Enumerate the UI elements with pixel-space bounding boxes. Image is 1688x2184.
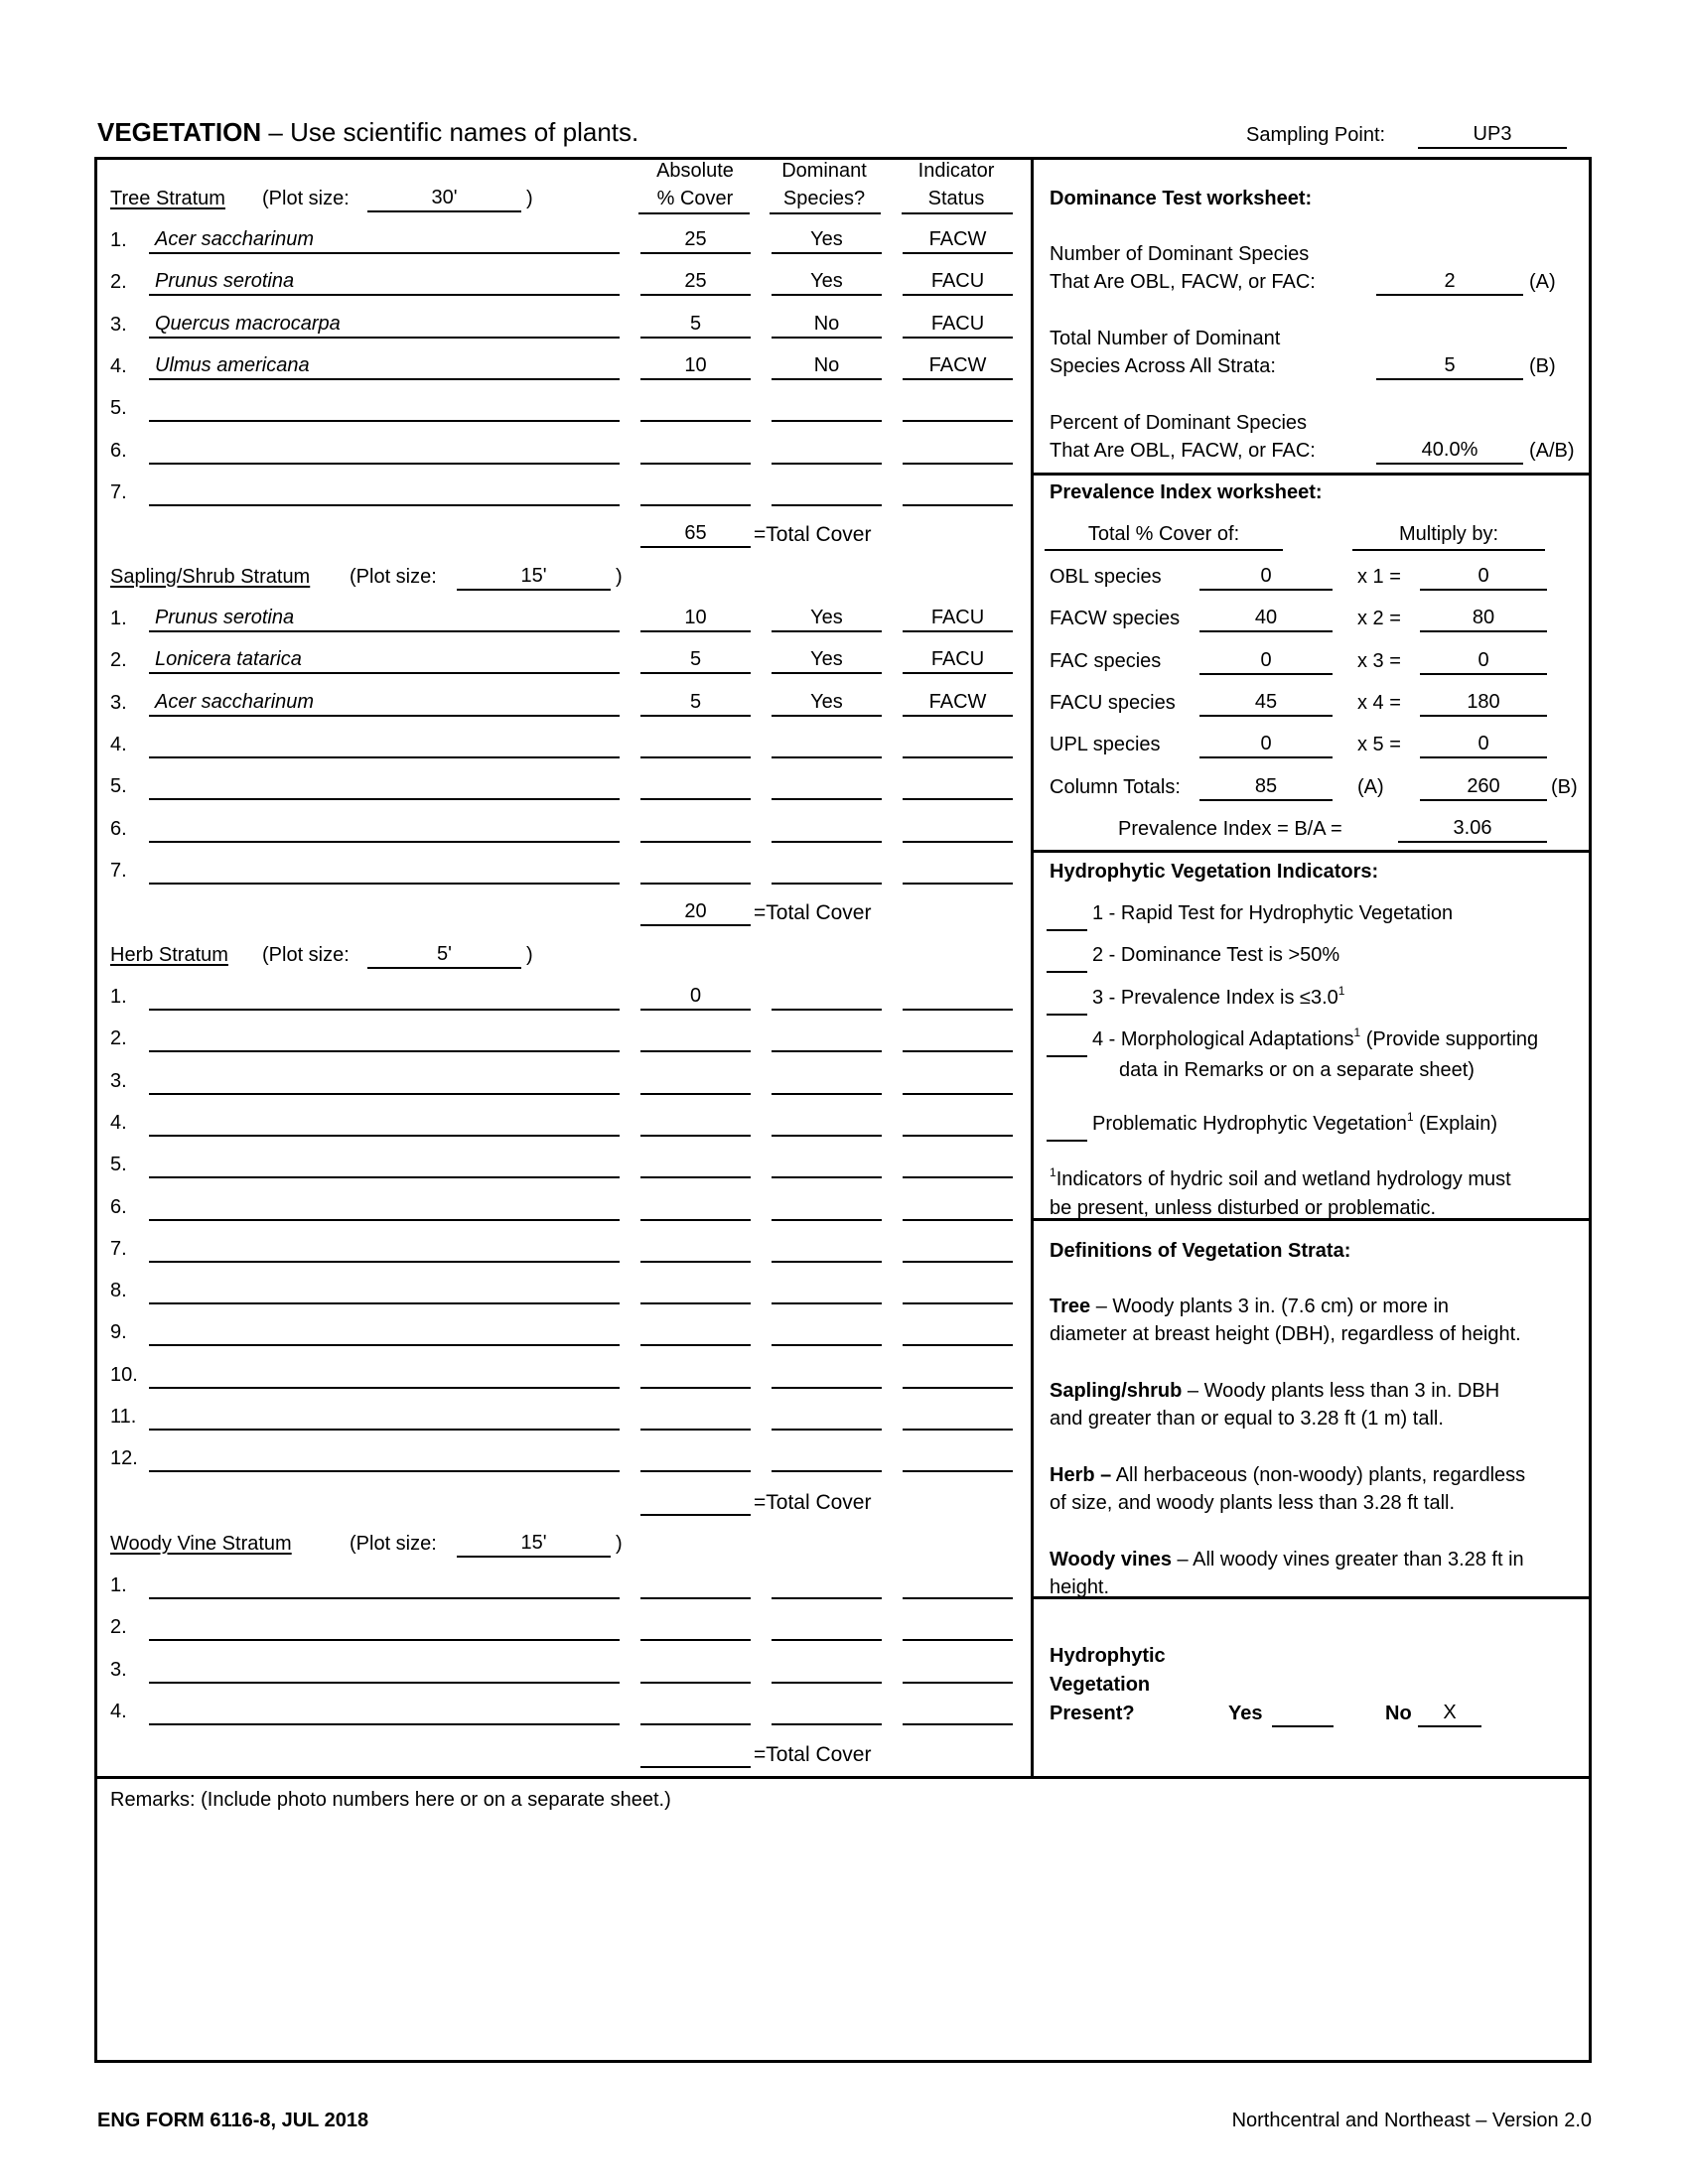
herb-cover-field[interactable] <box>640 1195 751 1221</box>
herb-dominant-field[interactable] <box>772 1405 882 1431</box>
herb-row-number: 9. <box>110 1321 127 1343</box>
indicator-2-label: 2 - Dominance Test is >50% <box>1092 944 1340 966</box>
herb-dominant-field[interactable] <box>772 1446 882 1472</box>
prevalence-row-label: UPL species <box>1050 734 1161 755</box>
sapling-cover-field[interactable] <box>640 733 751 758</box>
header-rule <box>638 212 750 214</box>
tree-dominant-field[interactable] <box>772 439 882 465</box>
total-b-field[interactable]: 260 <box>1420 775 1547 801</box>
present-no-label: No <box>1385 1703 1412 1724</box>
tree-status-field[interactable] <box>903 396 1013 422</box>
tree-row-number: 5. <box>110 397 127 419</box>
indicator-3-checkbox[interactable] <box>1047 1014 1087 1016</box>
herb-cover-field[interactable] <box>640 1153 751 1178</box>
sapling-status-field[interactable] <box>903 817 1013 843</box>
present-label-1: Hydrophytic <box>1050 1645 1166 1667</box>
tree-total-cover-label: =Total Cover <box>754 523 872 546</box>
tree-species-field[interactable] <box>149 439 620 465</box>
herb-dominant-field[interactable] <box>772 1363 882 1389</box>
sapling-dominant-field[interactable] <box>772 817 882 843</box>
indicator-2-checkbox[interactable] <box>1047 971 1087 973</box>
herb-status-field[interactable] <box>903 1405 1013 1431</box>
indicators-footnote-1: $^1$Indicators of hydric soil and wetland hydrology must <box>1050 1165 1511 1190</box>
definition-sapling: Sapling/shrub – Woody plants less than 3 in. DBH <box>1050 1380 1500 1402</box>
dominance-p-label-1: Percent of Dominant Species <box>1050 412 1308 434</box>
definition-tree-cont: diameter at breast height (DBH), regardless of height. <box>1050 1323 1521 1345</box>
sapling-species-field[interactable] <box>149 817 620 843</box>
sapling-dominant-field[interactable] <box>772 733 882 758</box>
herb-species-field[interactable] <box>149 985 620 1011</box>
sapling-plot-size-close: ) <box>616 566 623 588</box>
prevalence-multiplier: x 4 = <box>1357 692 1401 714</box>
vine-dominant-field[interactable] <box>772 1573 882 1599</box>
sapling-row-number: 7. <box>110 860 127 882</box>
dominance-a-label-1: Number of Dominant Species <box>1050 243 1310 265</box>
sapling-cover-field[interactable] <box>640 859 751 885</box>
sapling-species-field[interactable] <box>149 774 620 800</box>
tree-plot-size-close: ) <box>526 188 533 209</box>
tree-species-field[interactable]: Quercus macrocarpa <box>149 313 620 339</box>
herb-row-number: 8. <box>110 1280 127 1301</box>
tree-row-number: 1. <box>110 229 127 251</box>
tree-species-field[interactable] <box>149 396 620 422</box>
herb-dominant-field[interactable] <box>772 1195 882 1221</box>
vine-status-field[interactable] <box>903 1658 1013 1684</box>
herb-plot-size-close: ) <box>526 944 533 966</box>
prevalence-multiplier: x 5 = <box>1357 734 1401 755</box>
tree-cover-field[interactable]: 5 <box>640 313 751 339</box>
vine-plot-size-field[interactable]: 15' <box>457 1532 611 1558</box>
remarks-label: Remarks: (Include photo numbers here or on a separate sheet.) <box>110 1789 671 1811</box>
tree-species-field[interactable]: Prunus serotina <box>149 270 620 296</box>
prevalence-multiplier: x 1 = <box>1357 566 1401 588</box>
herb-total-cover-label: =Total Cover <box>754 1491 872 1514</box>
vine-dominant-field[interactable] <box>772 1658 882 1684</box>
vine-status-field[interactable] <box>903 1700 1013 1725</box>
tree-cover-field[interactable] <box>640 396 751 422</box>
remarks-area[interactable] <box>99 1817 1584 2055</box>
dominance-b-label-2: Species Across All Strata: <box>1050 355 1276 377</box>
tree-dominant-field[interactable] <box>772 480 882 506</box>
herb-dominant-field[interactable] <box>772 1111 882 1137</box>
vine-species-field[interactable] <box>149 1615 620 1641</box>
sapling-status-field[interactable]: FACU <box>903 607 1013 632</box>
definition-sapling-cont: and greater than or equal to 3.28 ft (1 m) tall. <box>1050 1408 1444 1430</box>
footer-region-version: Northcentral and Northeast – Version 2.0 <box>1231 2110 1592 2131</box>
herb-dominant-field[interactable] <box>772 1069 882 1095</box>
header-indicator-1: Indicator <box>917 160 995 182</box>
tree-row-number: 6. <box>110 440 127 462</box>
herb-species-field[interactable] <box>149 1446 620 1472</box>
sapling-status-field[interactable] <box>903 859 1013 885</box>
herb-row-number: 2. <box>110 1027 127 1049</box>
herb-plot-size-field[interactable]: 5' <box>367 943 521 969</box>
tree-species-field[interactable]: Acer saccharinum <box>149 228 620 254</box>
herb-status-field[interactable] <box>903 1237 1013 1263</box>
column-divider <box>1031 157 1034 1779</box>
sapling-dominant-field[interactable]: Yes <box>772 648 882 674</box>
herb-row-number: 12. <box>110 1447 138 1469</box>
prevalence-value-field[interactable]: 0 <box>1420 649 1547 675</box>
herb-status-field[interactable] <box>903 985 1013 1011</box>
herb-stratum-label: Herb Stratum <box>110 944 228 966</box>
tree-plot-size-field[interactable]: 30' <box>367 187 521 212</box>
tree-cover-field[interactable] <box>640 439 751 465</box>
herb-species-field[interactable] <box>149 1026 620 1052</box>
tree-cover-field[interactable]: 25 <box>640 228 751 254</box>
herb-row-number: 4. <box>110 1112 127 1134</box>
tree-status-field[interactable]: FACU <box>903 313 1013 339</box>
herb-cover-field[interactable] <box>640 1405 751 1431</box>
indicators-footnote-2: be present, unless disturbed or problematic. <box>1050 1197 1437 1219</box>
herb-cover-field[interactable] <box>640 1237 751 1263</box>
vine-dominant-field[interactable] <box>772 1615 882 1641</box>
vine-species-field[interactable] <box>149 1658 620 1684</box>
tree-cover-field[interactable]: 10 <box>640 354 751 380</box>
dominance-p-label-2: That Are OBL, FACW, or FAC: <box>1050 440 1316 462</box>
herb-row-number: 5. <box>110 1154 127 1175</box>
indicator-1-checkbox[interactable] <box>1047 929 1087 931</box>
tree-species-field[interactable] <box>149 480 620 506</box>
header-indicator-2: Status <box>927 188 985 209</box>
prevalence-value-field[interactable]: 0 <box>1420 565 1547 591</box>
prevalence-cover-field[interactable]: 0 <box>1199 565 1333 591</box>
sapling-status-field[interactable]: FACU <box>903 648 1013 674</box>
total-a-suffix: (A) <box>1357 776 1384 798</box>
sapling-dominant-field[interactable]: Yes <box>772 607 882 632</box>
herb-status-field[interactable] <box>903 1153 1013 1178</box>
prevalence-value-field[interactable]: 80 <box>1420 607 1547 632</box>
herb-dominant-field[interactable] <box>772 1026 882 1052</box>
present-yes-field[interactable] <box>1272 1702 1334 1727</box>
divider-indicators <box>1031 850 1592 853</box>
sapling-dominant-field[interactable]: Yes <box>772 691 882 717</box>
herb-species-field[interactable] <box>149 1237 620 1263</box>
indicator-4-label: 4 - Morphological Adaptations$^1$ (Provide supporting <box>1092 1025 1539 1050</box>
prevalence-col1-rule <box>1045 549 1283 551</box>
dominance-b-label-1: Total Number of Dominant <box>1050 328 1281 349</box>
indicator-problematic-checkbox[interactable] <box>1047 1140 1087 1142</box>
herb-species-field[interactable] <box>149 1111 620 1137</box>
remarks-divider <box>94 1776 1592 1779</box>
present-label-3: Present? <box>1050 1703 1135 1724</box>
prevalence-col2-rule <box>1352 549 1545 551</box>
vine-plot-size-label: (Plot size: <box>350 1533 437 1555</box>
tree-plot-size-label: (Plot size: <box>262 188 350 209</box>
tree-cover-field[interactable]: 25 <box>640 270 751 296</box>
prevalence-col2: Multiply by: <box>1398 523 1499 545</box>
tree-dominant-field[interactable]: No <box>772 354 882 380</box>
form-title <box>97 119 638 145</box>
header-dominant-2: Species? <box>782 188 866 209</box>
indicators-title: Hydrophytic Vegetation Indicators: <box>1050 861 1379 883</box>
header-rule <box>902 212 1013 214</box>
column-totals-label: Column Totals: <box>1050 776 1181 798</box>
header-absolute-2: % Cover <box>656 188 734 209</box>
tree-row-number: 4. <box>110 355 127 377</box>
herb-cover-field[interactable] <box>640 1111 751 1137</box>
herb-cover-field[interactable] <box>640 1026 751 1052</box>
tree-status-field[interactable] <box>903 439 1013 465</box>
tree-row-number: 7. <box>110 481 127 503</box>
vine-cover-field[interactable] <box>640 1615 751 1641</box>
present-no-field[interactable]: X <box>1418 1702 1481 1727</box>
prevalence-multiplier: x 2 = <box>1357 608 1401 629</box>
prevalence-index-label: Prevalence Index = B/A = <box>1118 818 1342 840</box>
herb-species-field[interactable] <box>149 1363 620 1389</box>
prevalence-index-field[interactable]: 3.06 <box>1398 817 1547 843</box>
herb-species-field[interactable] <box>149 1320 620 1346</box>
vine-row-number: 3. <box>110 1659 127 1681</box>
herb-species-field[interactable] <box>149 1195 620 1221</box>
sapling-species-field[interactable] <box>149 859 620 885</box>
sampling-point-label: Sampling Point: <box>1246 124 1386 146</box>
sapling-species-field[interactable] <box>149 733 620 758</box>
vine-cover-field[interactable] <box>640 1700 751 1725</box>
sapling-status-field[interactable] <box>903 733 1013 758</box>
dominance-title: Dominance Test worksheet: <box>1050 188 1313 209</box>
vine-species-field[interactable] <box>149 1573 620 1599</box>
tree-dominant-field[interactable]: Yes <box>772 270 882 296</box>
sapling-cover-field[interactable] <box>640 817 751 843</box>
vine-cover-field[interactable] <box>640 1658 751 1684</box>
herb-species-field[interactable] <box>149 1069 620 1095</box>
sapling-cover-field[interactable]: 5 <box>640 691 751 717</box>
tree-total-cover-field[interactable]: 65 <box>640 522 751 548</box>
tree-dominant-field[interactable] <box>772 396 882 422</box>
prevalence-cover-field[interactable]: 45 <box>1199 691 1333 717</box>
sapling-row-number: 4. <box>110 734 127 755</box>
sapling-row-number: 5. <box>110 775 127 797</box>
vine-row-number: 4. <box>110 1701 127 1722</box>
sapling-species-field[interactable]: Prunus serotina <box>149 607 620 632</box>
herb-dominant-field[interactable] <box>772 1320 882 1346</box>
definition-herb: Herb – All herbaceous (non-woody) plants, regardless <box>1050 1464 1526 1486</box>
sapling-total-cover-field[interactable]: 20 <box>640 900 751 926</box>
prevalence-row-label: OBL species <box>1050 566 1162 588</box>
present-yes-label: Yes <box>1228 1703 1263 1724</box>
vine-cover-field[interactable] <box>640 1573 751 1599</box>
herb-status-field[interactable] <box>903 1069 1013 1095</box>
dominance-a-suffix: (A) <box>1529 271 1556 293</box>
herb-total-cover-field[interactable] <box>640 1490 751 1516</box>
definitions-title: Definitions of Vegetation Strata: <box>1050 1240 1351 1262</box>
herb-row-number: 7. <box>110 1238 127 1260</box>
sapling-plot-size-label: (Plot size: <box>350 566 437 588</box>
vine-total-cover-field[interactable] <box>640 1742 751 1768</box>
sapling-species-field[interactable]: Acer saccharinum <box>149 691 620 717</box>
sapling-dominant-field[interactable] <box>772 859 882 885</box>
tree-row-number: 2. <box>110 271 127 293</box>
sapling-row-number: 3. <box>110 692 127 714</box>
tree-stratum-label: Tree Stratum <box>110 188 225 209</box>
footer-form-id: ENG FORM 6116-8, JUL 2018 <box>97 2110 369 2131</box>
dominance-percent-field[interactable]: 40.0% <box>1376 439 1523 465</box>
herb-row-number: 3. <box>110 1070 127 1092</box>
tree-status-field[interactable]: FACW <box>903 354 1013 380</box>
indicator-4-label-cont: data in Remarks or on a separate sheet) <box>1119 1059 1475 1081</box>
definition-vine-cont: height. <box>1050 1576 1110 1598</box>
prevalence-row-label: FACU species <box>1050 692 1176 714</box>
prevalence-title: Prevalence Index worksheet: <box>1050 481 1323 503</box>
sapling-cover-field[interactable]: 5 <box>640 648 751 674</box>
tree-status-field[interactable]: FACU <box>903 270 1013 296</box>
dominance-p-suffix: (A/B) <box>1529 440 1575 462</box>
prevalence-value-field[interactable]: 180 <box>1420 691 1547 717</box>
definition-vine: Woody vines – All woody vines greater than 3.28 ft in <box>1050 1549 1524 1570</box>
sapling-stratum-label: Sapling/Shrub Stratum <box>110 566 311 588</box>
prevalence-row-label: FAC species <box>1050 650 1162 672</box>
sapling-plot-size-field[interactable]: 15' <box>457 565 611 591</box>
herb-status-field[interactable] <box>903 1195 1013 1221</box>
vine-row-number: 1. <box>110 1574 127 1596</box>
herb-row-number: 6. <box>110 1196 127 1218</box>
total-a-field[interactable]: 85 <box>1199 775 1333 801</box>
sapling-status-field[interactable]: FACW <box>903 691 1013 717</box>
herb-species-field[interactable] <box>149 1153 620 1178</box>
divider-present <box>1031 1596 1592 1599</box>
tree-status-field[interactable] <box>903 480 1013 506</box>
herb-dominant-field[interactable] <box>772 1237 882 1263</box>
vine-total-cover-label: =Total Cover <box>754 1743 872 1766</box>
indicator-problematic-label: Problematic Hydrophytic Vegetation$^1$ (Explain) <box>1092 1110 1498 1135</box>
prevalence-cover-field[interactable]: 0 <box>1199 733 1333 758</box>
sapling-row-number: 1. <box>110 608 127 629</box>
prevalence-row-label: FACW species <box>1050 608 1181 629</box>
vine-plot-size-close: ) <box>616 1533 623 1555</box>
divider-prevalence <box>1031 473 1592 476</box>
form-title-bold: VEGETATION <box>97 117 262 147</box>
vine-stratum-label: Woody Vine Stratum <box>110 1533 292 1555</box>
tree-status-field[interactable]: FACW <box>903 228 1013 254</box>
vine-status-field[interactable] <box>903 1573 1013 1599</box>
herb-plot-size-label: (Plot size: <box>262 944 350 966</box>
herb-row-number: 10. <box>110 1364 138 1386</box>
indicator-3-label: 3 - Prevalence Index is $\le 3.0^1$ <box>1092 984 1345 1009</box>
herb-cover-field[interactable] <box>640 1363 751 1389</box>
prevalence-cover-field[interactable]: 40 <box>1199 607 1333 632</box>
prevalence-col1: Total % Cover of: <box>1087 523 1240 545</box>
indicator-4-checkbox[interactable] <box>1047 1055 1087 1057</box>
herb-row-number: 1. <box>110 986 127 1008</box>
herb-status-field[interactable] <box>903 1279 1013 1304</box>
herb-species-field[interactable] <box>149 1279 620 1304</box>
sapling-species-field[interactable]: Lonicera tatarica <box>149 648 620 674</box>
sapling-row-number: 2. <box>110 649 127 671</box>
herb-status-field[interactable] <box>903 1320 1013 1346</box>
vine-species-field[interactable] <box>149 1700 620 1725</box>
herb-cover-field[interactable]: 0 <box>640 985 751 1011</box>
indicator-1-label: 1 - Rapid Test for Hydrophytic Vegetation <box>1092 902 1454 924</box>
prevalence-multiplier: x 3 = <box>1357 650 1401 672</box>
header-rule <box>770 212 881 214</box>
vine-row-number: 2. <box>110 1616 127 1638</box>
dominance-b-suffix: (B) <box>1529 355 1556 377</box>
tree-species-field[interactable]: Ulmus americana <box>149 354 620 380</box>
sampling-point-field[interactable]: UP3 <box>1418 123 1567 149</box>
herb-status-field[interactable] <box>903 1363 1013 1389</box>
prevalence-cover-field[interactable]: 0 <box>1199 649 1333 675</box>
tree-dominant-field[interactable]: Yes <box>772 228 882 254</box>
dominance-a-label-2: That Are OBL, FACW, or FAC: <box>1050 271 1316 293</box>
dominance-b-field[interactable]: 5 <box>1376 354 1523 380</box>
sapling-status-field[interactable] <box>903 774 1013 800</box>
herb-status-field[interactable] <box>903 1026 1013 1052</box>
herb-dominant-field[interactable] <box>772 985 882 1011</box>
herb-cover-field[interactable] <box>640 1320 751 1346</box>
sapling-row-number: 6. <box>110 818 127 840</box>
header-dominant-1: Dominant <box>781 160 867 182</box>
prevalence-value-field[interactable]: 0 <box>1420 733 1547 758</box>
herb-species-field[interactable] <box>149 1405 620 1431</box>
herb-row-number: 11. <box>110 1406 137 1428</box>
tree-row-number: 3. <box>110 314 127 336</box>
present-label-2: Vegetation <box>1050 1674 1151 1696</box>
herb-cover-field[interactable] <box>640 1279 751 1304</box>
tree-cover-field[interactable] <box>640 480 751 506</box>
herb-dominant-field[interactable] <box>772 1279 882 1304</box>
herb-cover-field[interactable] <box>640 1446 751 1472</box>
tree-dominant-field[interactable]: No <box>772 313 882 339</box>
sapling-cover-field[interactable]: 10 <box>640 607 751 632</box>
vine-dominant-field[interactable] <box>772 1700 882 1725</box>
definition-tree: Tree – Woody plants 3 in. (7.6 cm) or more in <box>1050 1296 1450 1317</box>
dominance-a-field[interactable]: 2 <box>1376 270 1523 296</box>
herb-cover-field[interactable] <box>640 1069 751 1095</box>
herb-status-field[interactable] <box>903 1446 1013 1472</box>
herb-status-field[interactable] <box>903 1111 1013 1137</box>
vine-status-field[interactable] <box>903 1615 1013 1641</box>
sapling-total-cover-label: =Total Cover <box>754 901 872 924</box>
total-b-suffix: (B) <box>1551 776 1578 798</box>
sapling-dominant-field[interactable] <box>772 774 882 800</box>
header-absolute-1: Absolute <box>656 160 734 182</box>
form-title-rest: – Use scientific names of plants. <box>268 117 639 147</box>
definition-herb-cont: of size, and woody plants less than 3.28 ft tall. <box>1050 1492 1456 1514</box>
sapling-cover-field[interactable] <box>640 774 751 800</box>
herb-dominant-field[interactable] <box>772 1153 882 1178</box>
